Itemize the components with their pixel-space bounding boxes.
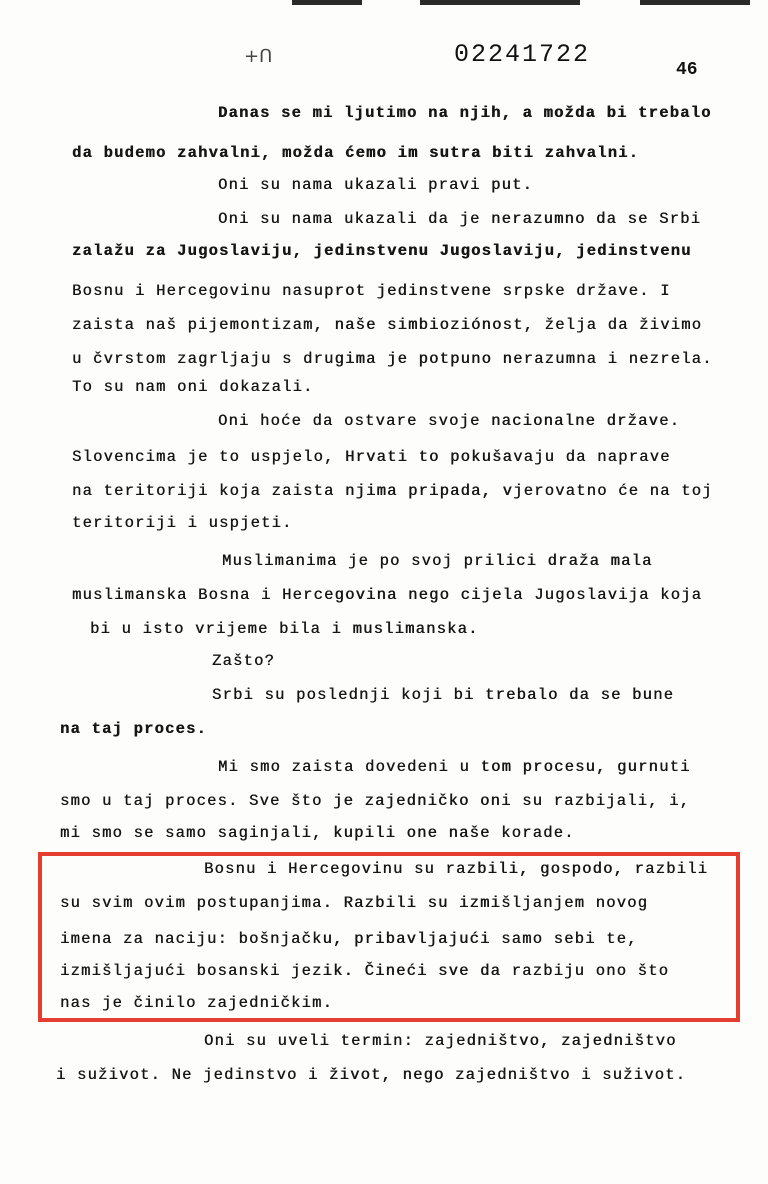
text-line: mi smo se samo saginjali, kupili one naše korade. <box>60 824 575 842</box>
text-line: Mi smo zaista dovedeni u tom procesu, gurnuti <box>218 758 691 776</box>
text-line: Oni su nama ukazali da je nerazumno da se Srbi <box>218 210 702 228</box>
top-edge-mark <box>640 0 750 5</box>
top-edge-mark <box>420 0 580 5</box>
page-number: 46 <box>676 60 698 80</box>
top-edge-mark <box>292 0 362 5</box>
text-line: teritoriji i uspjeti. <box>72 514 293 532</box>
document-number: 02241722 <box>454 40 591 69</box>
text-line: To su nam oni dokazali. <box>72 378 314 396</box>
text-line: muslimanska Bosna i Hercegovina nego cijela Jugoslavija koja <box>72 586 703 604</box>
text-line: izmišljajući bosanski jezik. Čineći sve da razbiju ono što <box>60 962 670 980</box>
text-line: Oni su nama ukazali pravi put. <box>218 176 534 194</box>
text-line: nas je činilo zajedničkim. <box>60 994 334 1012</box>
text-line: bi u isto vrijeme bila i muslimanska. <box>90 620 479 638</box>
text-line: na taj proces. <box>60 720 208 738</box>
text-line: Slovencima je to uspjelo, Hrvati to pokušavaju da naprave <box>72 448 671 466</box>
text-line: da budemo zahvalni, možda ćemo im sutra biti zahvalni. <box>72 144 640 162</box>
text-line: su svim ovim postupanjima. Razbili su izmišljanjem novog <box>60 894 649 912</box>
text-line: Bosnu i Hercegovinu nasuprot jedinstvene srpske države. I <box>72 282 671 300</box>
text-line: Zašto? <box>212 652 276 670</box>
text-line: Danas se mi ljutimo na njih, a možda bi trebalo <box>218 104 712 122</box>
handwritten-mark: +Ո <box>244 46 273 67</box>
text-line: Oni su uveli termin: zajedništvo, zajedništvo <box>204 1032 677 1050</box>
text-line: Oni hoće da ostvare svoje nacionalne države. <box>218 412 681 430</box>
text-line: zaista naš pijemontizam, naše simbioziónost, želja da živimo <box>72 316 703 334</box>
text-line: Muslimanima je po svoj prilici draža mala <box>222 552 653 570</box>
text-line: u čvrstom zagrljaju s drugima je potpuno nerazumna i nezrela. <box>72 350 713 368</box>
text-line: Srbi su poslednji koji bi trebalo da se bune <box>212 686 675 704</box>
text-line: zalažu za Jugoslaviju, jedinstvenu Jugoslaviju, jedinstvenu <box>72 242 692 260</box>
text-line: smo u taj proces. Sve što je zajedničko oni su razbijali, i, <box>60 792 691 810</box>
text-line: na teritoriji koja zaista njima pripada, vjerovatno će na toj <box>72 482 713 500</box>
text-line: Bosnu i Hercegovinu su razbili, gospodo, razbili <box>204 860 709 878</box>
text-line: imena za naciju: bošnjačku, pribavljajući samo sebi te, <box>60 930 638 948</box>
highlight-box <box>38 852 740 1022</box>
text-line: i suživot. Ne jedinstvo i život, nego zajedništvo i suživot. <box>56 1066 687 1084</box>
